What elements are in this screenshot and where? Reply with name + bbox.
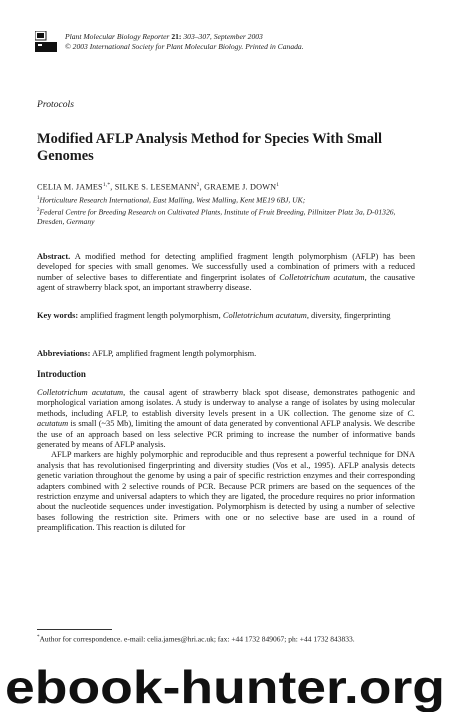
author-name: CELIA M. JAMES bbox=[37, 182, 103, 192]
footnote: *Author for correspondence. e-mail: celia.james@hri.ac.uk; fax: +44 1732 849067; ph: +44 1732 843833. bbox=[37, 634, 355, 644]
journal-copyright: © 2003 International Society for Plant Molecular Biology. Printed in Canada. bbox=[65, 42, 304, 51]
journal-header bbox=[37, 32, 417, 52]
paragraph: AFLP markers are highly polymorphic and reproducible and thus represent a powerful technique for DNA analysis that has revolutionised fingerprinting and diversity studies (Vos et al., 1995). AFLP analysis detects genetic variation throughout the genome by using a pair of specific restriction enzymes and their corresponding adapters combined with 2 selective rounds of PCR. Because PCR primers are based on the sequences of the restriction enzyme and universal adapters to which they are ligated, the procedure requires no prior information about the nucleotide sequences under investigation. Polymorphism is detected by using a number of selective bases following the restriction site. Primers with one or no selective base are used in a round of preamplification. This reaction is diluted for bbox=[37, 450, 415, 533]
keywords-label: Key words: bbox=[37, 311, 79, 320]
journal-logo-icon bbox=[35, 31, 57, 53]
watermark bbox=[0, 665, 450, 712]
section-heading-introduction: Introduction bbox=[37, 369, 86, 379]
keywords: Key words: amplified fragment length polymorphism, Colletotrichum acutatum, diversity, fingerprinting bbox=[37, 311, 391, 320]
introduction-body bbox=[37, 388, 415, 534]
author-name: GRAEME J. DOWN bbox=[204, 182, 277, 192]
affiliation-1: $^1$Horticulture Research International, East Malling, West Malling, Kent ME19 6BJ, UK; bbox=[37, 195, 306, 205]
watermark-text: ebook-hunter.org bbox=[5, 665, 446, 712]
footnote-divider bbox=[37, 629, 112, 630]
author-name: SILKE S. LESEMANN bbox=[114, 182, 197, 192]
affiliations bbox=[37, 194, 417, 227]
article-title: Modified AFLP Analysis Method for Species With Small Genomes bbox=[37, 131, 383, 164]
abstract-label: Abstract. bbox=[37, 252, 71, 261]
paragraph: Colletotrichum acutatum, the causal agent of strawberry black spot disease, demonstrates pathogenic and morphological variation among isolates. A study is underway to analyse a range of isolates by using molecular methods, including AFLP, to establish diversity levels present in a UK collection. The genome size of C. acutatum is small (~35 Mb), limiting the amount of data generated by conventional AFLP analysis. We describe the use of an approach based on less selective PCR priming to increase the number of informative bands generated by means of AFLP analysis. bbox=[37, 388, 416, 450]
section-label: Protocols bbox=[37, 99, 74, 110]
abstract: Abstract. A modified method for detecting amplified fragment length polymorphism (AFLP) has been developed for species with small genomes. We successfully used a combination of primers with a reduced number of selective bases to differentiate and fingerprint isolates of Colletotrichum acutatum, the causative agent of strawberry black spot, an important strawberry disease. bbox=[37, 252, 416, 293]
abbreviations-label: Abbreviations: bbox=[37, 349, 91, 358]
journal-citation: Plant Molecular Biology Reporter 21: 303–307, September 2003 bbox=[65, 32, 263, 41]
author-list: CELIA M. $JAMES^{1,*}$, SILKE S. LESEMANN$^2$, GRAEME J. DOWN$^1$ bbox=[37, 182, 280, 192]
abbreviations: Abbreviations: AFLP, amplified fragment length polymorphism. bbox=[37, 349, 257, 358]
affiliation-2: $^2$Federal Centre for Breeding Research on Cultivated Plants, Institute of Fruit Breeding, Pillnitzer Platz 3a, D-01326, Dresden, Germany bbox=[37, 207, 396, 227]
